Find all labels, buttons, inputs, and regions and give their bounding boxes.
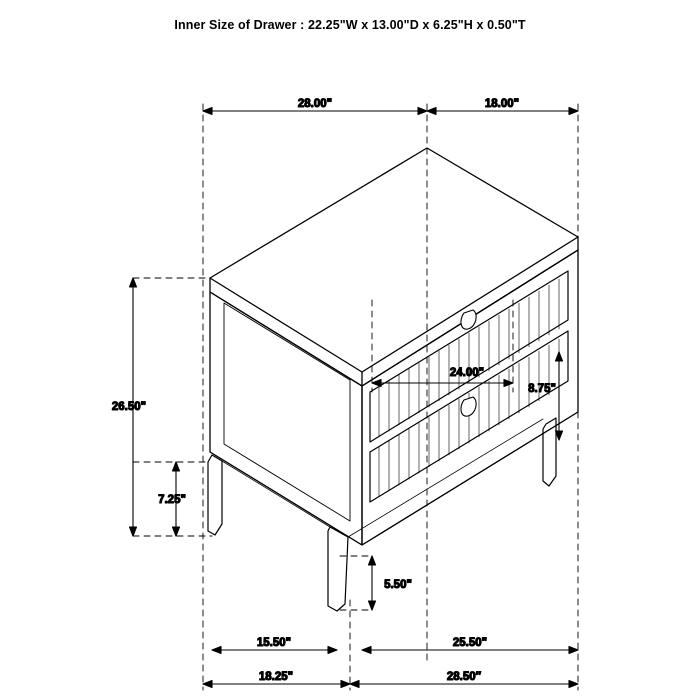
drawer-upper-handle — [461, 310, 476, 329]
base-rail — [210, 412, 578, 545]
dim-label-drawer-width: 24.00" — [449, 367, 485, 379]
dim-drawer-width — [372, 380, 513, 387]
dim-label-top-width: 28.00" — [297, 98, 333, 110]
dim-label-top-depth: 18.00" — [484, 98, 520, 110]
dim-label-leg-height: 7.25" — [158, 494, 186, 506]
leg-front-right — [328, 527, 348, 611]
dim-label-bottom-left: 18.25" — [258, 671, 294, 683]
dim-label-total-height: 26.50" — [111, 401, 147, 413]
dim-foot-height — [369, 556, 376, 610]
front-face-inner-edge — [224, 303, 350, 521]
dim-label-drawer-height: 8.75" — [528, 383, 556, 395]
page-title: Inner Size of Drawer : 22.25"W x 13.00"D x 6.25"H x 0.50"T — [174, 18, 526, 32]
leg-back-right — [543, 418, 556, 486]
nightstand-top — [210, 148, 578, 372]
leg-front-left — [208, 455, 222, 535]
dim-label-foot-height: 5.50" — [384, 579, 412, 591]
nightstand-front-face — [210, 292, 362, 545]
extension-lines — [133, 104, 578, 690]
dim-label-bottom-right: 28.50″ — [446, 671, 482, 683]
drawer-lower-handle — [461, 397, 476, 416]
dim-label-base-right: 25.50" — [452, 637, 488, 649]
apron-line — [222, 419, 543, 537]
dim-label-base-left: 15.50" — [256, 637, 292, 649]
